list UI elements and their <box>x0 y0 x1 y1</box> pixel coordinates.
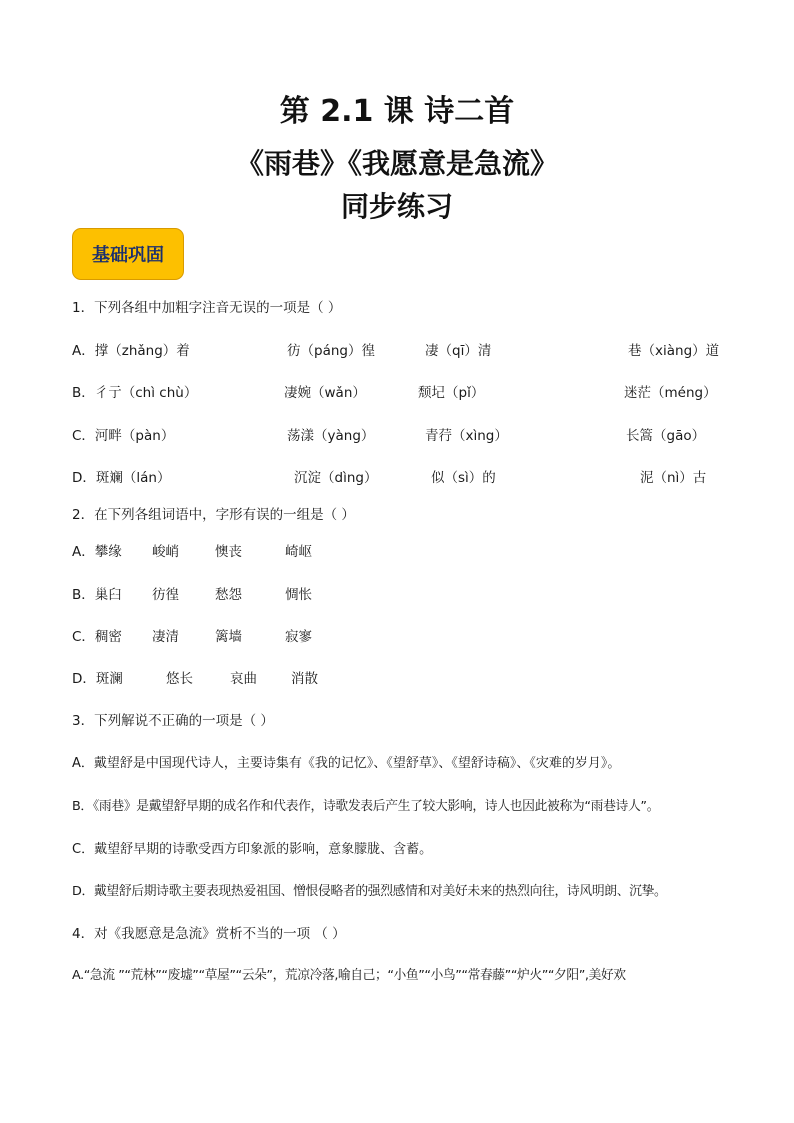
worksheet-subtitle: 同步练习 <box>340 190 453 223</box>
option-cell: 彷徨 <box>152 587 179 603</box>
option-cell: 愁怨 <box>215 587 242 603</box>
option-cell: 崎岖 <box>285 544 312 560</box>
option-cell: 沉淀（dìng） <box>294 470 378 486</box>
option-cell: 悠长 <box>166 671 193 687</box>
option-cell: 寂寥 <box>285 629 312 645</box>
section-badge-basic <box>72 228 184 280</box>
option-cell: 篱墙 <box>215 629 242 645</box>
option-cell: B．彳亍（chì chù） <box>72 385 198 401</box>
option-cell: 泥（nì）古 <box>640 470 707 486</box>
question-1-stem: 1．下列各组中加粗字注音无误的一项是（ ） <box>72 300 342 316</box>
section-label: 基础巩固 <box>92 245 164 266</box>
option-cell: 巷（xiàng）道 <box>628 343 720 359</box>
option-cell: C．河畔（pàn） <box>72 428 175 444</box>
question-3-option-a: A．戴望舒是中国现代诗人，主要诗集有《我的记忆》、《望舒草》、《望舒诗稿》、《灾难的岁月》。 <box>72 756 621 771</box>
poem-titles: 《雨巷》《我愿意是急流》 <box>235 147 558 180</box>
option-cell: 消散 <box>291 671 318 687</box>
question-3-option-d: D．戴望舒后期诗歌主要表现热爱祖国、憎恨侵略者的强烈感情和对美好未来的热烈向往，诗风明朗、沉挚。 <box>72 884 667 899</box>
option-cell: 凄婉（wǎn） <box>284 385 366 401</box>
question-4-option-a: A.“急流 ”“荒林”“废墟”“草屋”“云朵”，荒凉冷落,喻自己；“小鱼”“小鸟”“常春藤”“炉火”“夕阳”,美好欢 <box>72 968 626 983</box>
option-cell: D．斑澜 <box>72 671 123 687</box>
option-cell: 峻峭 <box>152 544 179 560</box>
option-cell: A．攀缘 <box>72 544 122 560</box>
lesson-title: 第 2.1 课 诗二首 <box>279 94 515 129</box>
question-2-stem: 2．在下列各组词语中，字形有误的一组是（ ） <box>72 507 355 523</box>
question-3-stem: 3．下列解说不正确的一项是（ ） <box>72 713 274 729</box>
option-cell: 迷茫（méng） <box>624 385 717 401</box>
option-cell: 彷（páng）徨 <box>287 343 375 359</box>
option-cell: 颓圮（pǐ） <box>418 385 485 401</box>
option-cell: 懊丧 <box>215 544 242 560</box>
option-cell: 凄（qī）清 <box>425 343 492 359</box>
question-3-option-c: C．戴望舒早期的诗歌受西方印象派的影响，意象朦胧、含蓄。 <box>72 842 433 857</box>
option-cell: D．斑斓（lán） <box>72 470 171 486</box>
option-cell: 青荇（xìng） <box>425 428 508 444</box>
option-cell: B．巢臼 <box>72 587 122 603</box>
option-cell: 似（sì）的 <box>431 470 496 486</box>
option-cell: C．稠密 <box>72 629 122 645</box>
question-3-option-b: B．《雨巷》是戴望舒早期的成名作和代表作，诗歌发表后产生了较大影响，诗人也因此被称为“雨巷诗人”。 <box>72 799 660 814</box>
option-cell: 荡漾（yàng） <box>287 428 375 444</box>
option-cell: 惆怅 <box>285 587 312 603</box>
option-cell: 哀曲 <box>230 671 257 687</box>
option-cell: A．撑（zhǎng）着 <box>72 343 190 359</box>
option-cell: 凄清 <box>152 629 179 645</box>
option-cell: 长篙（gāo） <box>626 428 706 444</box>
question-4-stem: 4．对《我愿意是急流》赏析不当的一项 （ ） <box>72 926 346 942</box>
